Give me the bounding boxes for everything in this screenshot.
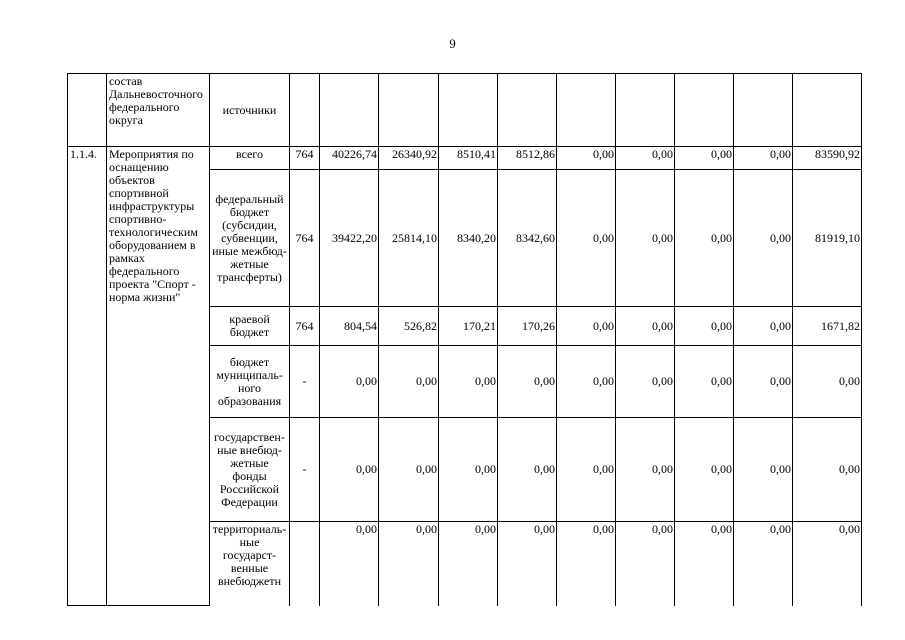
value-cell: 39422,20 <box>320 170 379 307</box>
value-cell: 0,00 <box>439 418 498 522</box>
value-cell: 526,82 <box>379 307 439 346</box>
code-cell <box>290 522 320 606</box>
source-cell: федеральный бюджет (субсидии, субвенции, иные межбюд-жетные трансферты) <box>210 170 290 307</box>
source-cell: всего <box>210 147 290 170</box>
budget-table <box>67 73 862 606</box>
value-cell: 0,00 <box>734 147 793 170</box>
value-cell: 81919,10 <box>793 170 862 307</box>
source-cell: краевой бюджет <box>210 307 290 346</box>
value-cell: 0,00 <box>616 147 675 170</box>
value-cell: 8512,86 <box>498 147 557 170</box>
value-cell: 0,00 <box>320 522 379 606</box>
value-cell: 0,00 <box>557 170 616 307</box>
value-cell: 0,00 <box>379 522 439 606</box>
number-cell <box>68 74 107 147</box>
code-cell: - <box>290 346 320 418</box>
value-cell: 83590,92 <box>793 147 862 170</box>
value-cell: 0,00 <box>734 307 793 346</box>
table-row <box>68 147 862 170</box>
value-cell: 0,00 <box>734 418 793 522</box>
value-cell: 0,00 <box>557 346 616 418</box>
value-cell: 0,00 <box>439 522 498 606</box>
value-cell: 40226,74 <box>320 147 379 170</box>
value-cell: 0,00 <box>616 346 675 418</box>
code-cell: 764 <box>290 170 320 307</box>
value-cell: 8340,20 <box>439 170 498 307</box>
source-cell: государствен-ные внебюд-жетные фонды Российской Федерации <box>210 418 290 522</box>
value-cell: 1671,82 <box>793 307 862 346</box>
value-cell: 25814,10 <box>379 170 439 307</box>
value-cell: 8342,60 <box>498 170 557 307</box>
value-cell: 0,00 <box>439 346 498 418</box>
value-cell: 0,00 <box>616 418 675 522</box>
value-cell: 0,00 <box>498 418 557 522</box>
value-cell: 0,00 <box>675 147 734 170</box>
value-cell: 0,00 <box>734 170 793 307</box>
source-cell: источники <box>210 74 290 147</box>
value-cell: 8510,41 <box>439 147 498 170</box>
value-cell: 0,00 <box>734 522 793 606</box>
source-cell: бюджет муниципаль-ного образования <box>210 346 290 418</box>
value-cell: 0,00 <box>734 346 793 418</box>
code-cell: - <box>290 418 320 522</box>
value-cell: 804,54 <box>320 307 379 346</box>
value-cell: 0,00 <box>557 147 616 170</box>
value-cell: 26340,92 <box>379 147 439 170</box>
value-cell: 0,00 <box>793 418 862 522</box>
value-cell: 0,00 <box>675 522 734 606</box>
value-cell: 0,00 <box>675 346 734 418</box>
value-cell: 0,00 <box>320 418 379 522</box>
value-cell: 0,00 <box>498 346 557 418</box>
value-cell: 0,00 <box>675 170 734 307</box>
code-cell: 764 <box>290 147 320 170</box>
value-cell: 0,00 <box>498 522 557 606</box>
value-cell: 0,00 <box>379 418 439 522</box>
value-cell: 0,00 <box>557 418 616 522</box>
value-cell: 0,00 <box>320 346 379 418</box>
value-cell: 0,00 <box>616 170 675 307</box>
value-cell: 0,00 <box>616 522 675 606</box>
page-number: 9 <box>449 36 456 51</box>
value-cell: 0,00 <box>793 522 862 606</box>
source-cell: территориаль-ные государст-венные внебюджетн <box>210 522 290 606</box>
continuation-row <box>68 74 862 147</box>
value-cell: 0,00 <box>557 522 616 606</box>
name-cell: состав Дальневосточного федерального округа <box>107 74 210 147</box>
value-cell: 0,00 <box>675 418 734 522</box>
value-cell: 0,00 <box>793 346 862 418</box>
item-name: Мероприятия по оснащению объектов спортивной инфраструктуры спортивно-технологическим оборудованием в рамках федерального проекта "Спорт - норма жизни" <box>107 147 210 606</box>
value-cell: 0,00 <box>616 307 675 346</box>
value-cell: 0,00 <box>675 307 734 346</box>
code-cell: 764 <box>290 307 320 346</box>
value-cell: 0,00 <box>379 346 439 418</box>
item-number: 1.1.4. <box>68 147 107 606</box>
value-cell: 0,00 <box>557 307 616 346</box>
value-cell: 170,21 <box>439 307 498 346</box>
value-cell: 170,26 <box>498 307 557 346</box>
